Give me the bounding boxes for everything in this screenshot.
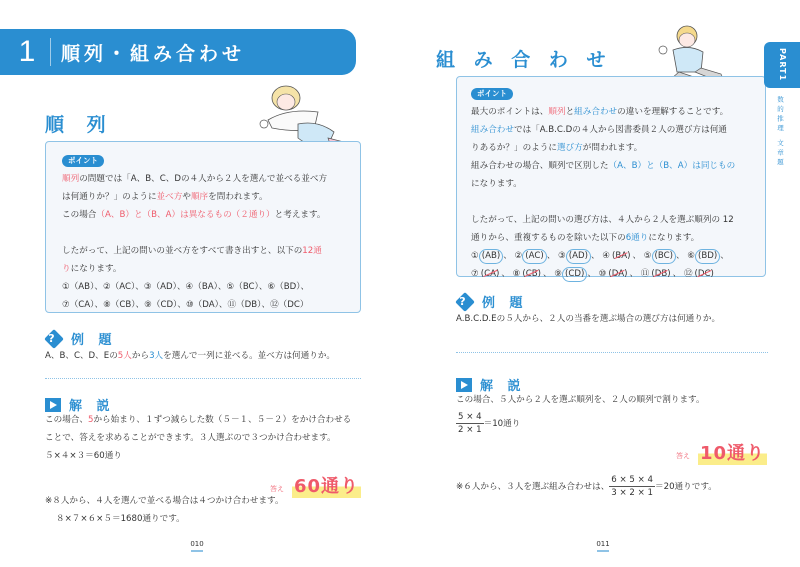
combo-struck: (CB) [520, 265, 543, 283]
combo-struck: (DB) [649, 265, 672, 283]
section-title-combination: 組 み 合 わ せ [436, 49, 612, 71]
example-question: A、B、C、D、Eの5人から3人を選んで一列に並べる。並べ方は何通りか。 [45, 351, 336, 361]
combo-struck: (BA) [610, 247, 632, 265]
combo-kept: (BC) [652, 249, 676, 264]
point-badge: ポイント [471, 88, 513, 100]
point-box-permutation [45, 141, 361, 313]
chapter-number: 1 [18, 35, 36, 68]
combo-kept: (CD) [562, 267, 587, 282]
combo-kept: (AB) [479, 249, 503, 264]
combo-kept: (AC) [522, 249, 546, 264]
point-line: りになります。 [62, 264, 122, 274]
permutation-list: ①（AB）、②（AC）、③（AD）、④（BA）、⑤（BC）、⑥（BD）、 [62, 282, 310, 292]
point-line: したがって、上記の問いの並べ方をすべて書き出すと、以下の12通 [62, 246, 322, 256]
explanation-heading: 解 説 [456, 375, 526, 394]
point-line: 組み合わせでは「A.B.C.Dの４人から図書委員２人の選び方は何通 [471, 125, 727, 135]
side-chapter-label: 数的推理 文章題 [776, 96, 784, 168]
point-line: この場合（A、B）と（B、A）は異なるもの（２通り）と考えます。 [62, 210, 326, 220]
page-number: 011 [588, 540, 618, 552]
play-icon [45, 398, 61, 412]
chapter-divider [50, 38, 51, 66]
answer-label: 答え [676, 452, 690, 460]
question-diamond-icon: ? [456, 293, 474, 311]
point-box-combination [456, 76, 766, 277]
point-badge: ポイント [62, 155, 104, 167]
fraction: $\frac{6 \times 5 \times 4}{3 \times 2 \times 1}$ [611, 475, 654, 498]
answer-label: 答え [270, 485, 284, 493]
point-line: 最大のポイントは、順列と組み合わせの違いを理解することです。 [471, 107, 729, 117]
answer-value: 60通り [292, 472, 361, 498]
combo-struck: (CA) [479, 265, 502, 283]
combo-kept: (BD) [695, 249, 720, 264]
combination-list-row-2: ⑦ (CA) 、 ⑧ (CB) 、 ⑨ (CD) 、 ⑩ (DA) 、 ⑪ (DB) 、 ⑫ (DC) [471, 265, 751, 283]
point-line: は何通りか？」のように並べ方や順序を問われます。 [62, 192, 268, 202]
example-heading: ? 例 題 [456, 292, 528, 311]
combo-kept: (AD) [566, 249, 591, 264]
note-text: ※６人から、３人を選ぶ組み合わせは、 $\frac{6 \times 5 \times 4}{3 \times 2 \times 1}$ ＝20通りです。 [456, 475, 717, 498]
point-line: りあるか？」のように選び方が問われます。 [471, 143, 643, 153]
fraction: $\frac{5 \times 4}{2 \times 1}$ [458, 412, 482, 435]
right-page [400, 0, 800, 567]
note-text: ※８人から、４人を選んで並べる場合は４つかけ合わせます。 ８×７×６×５＝1680通りです。 [45, 496, 284, 524]
combination-list-row-1: ① (AB) 、 ② (AC) 、 ③ (AD) 、 ④ (BA) 、 ⑤ (BC) 、 ⑥ (BD) 、 [471, 247, 751, 265]
play-icon [456, 378, 472, 392]
section-title-permutation: 順 列 [45, 114, 114, 136]
explanation-heading: 解 説 [45, 395, 115, 414]
permutation-list: ⑦（CA）、⑧（CB）、⑨（CD）、⑩（DA）、⑪（DB）、⑫（DC） [62, 300, 309, 310]
point-line: になります。 [471, 179, 522, 189]
answer-box [676, 439, 767, 465]
chapter-title: 順列・組み合わせ [61, 42, 246, 65]
point-line: 通りから、重複するものを除いた以下の6通りになります。 [471, 233, 700, 243]
combo-struck: (DA) [606, 265, 629, 283]
example-heading: ? 例 題 [45, 329, 117, 348]
combo-struck: (DC) [693, 265, 716, 283]
explanation-text: この場合、5から始まり、１ずつ減らした数（５－１、５－２）をかけ合わせる ことで、答えを求めることができます。３人選ぶので３つかけ合わせます。 ５×４×３＝60通り [45, 415, 352, 461]
point-line: 組み合わせの場合、順列で区別した（A、B）と（B、A）は同じもの [471, 161, 736, 171]
section-divider [45, 378, 361, 379]
page-number: 010 [182, 540, 212, 552]
explanation-text: この場合、５人から２人を選ぶ順列を、２人の順列で割ります。 $\frac{5 \times 4}{2 \times 1}$ ＝10通り [456, 395, 705, 435]
point-line: したがって、上記の問いの選び方は、４人から２人を選ぶ順列の 12 [471, 215, 734, 225]
answer-value: 10通り [698, 439, 767, 465]
chapter-banner [0, 29, 356, 75]
section-divider [456, 352, 768, 353]
example-question: A.B.C.D.Eの５人から、２人の当番を選ぶ場合の選び方は何通りか。 [456, 314, 721, 324]
part-tab[interactable]: PART1 [764, 42, 800, 88]
question-diamond-icon: ? [45, 330, 63, 348]
point-line: 順列の問題では「A、B、C、Dの４人から２人を選んで並べる並べ方 [62, 174, 328, 184]
